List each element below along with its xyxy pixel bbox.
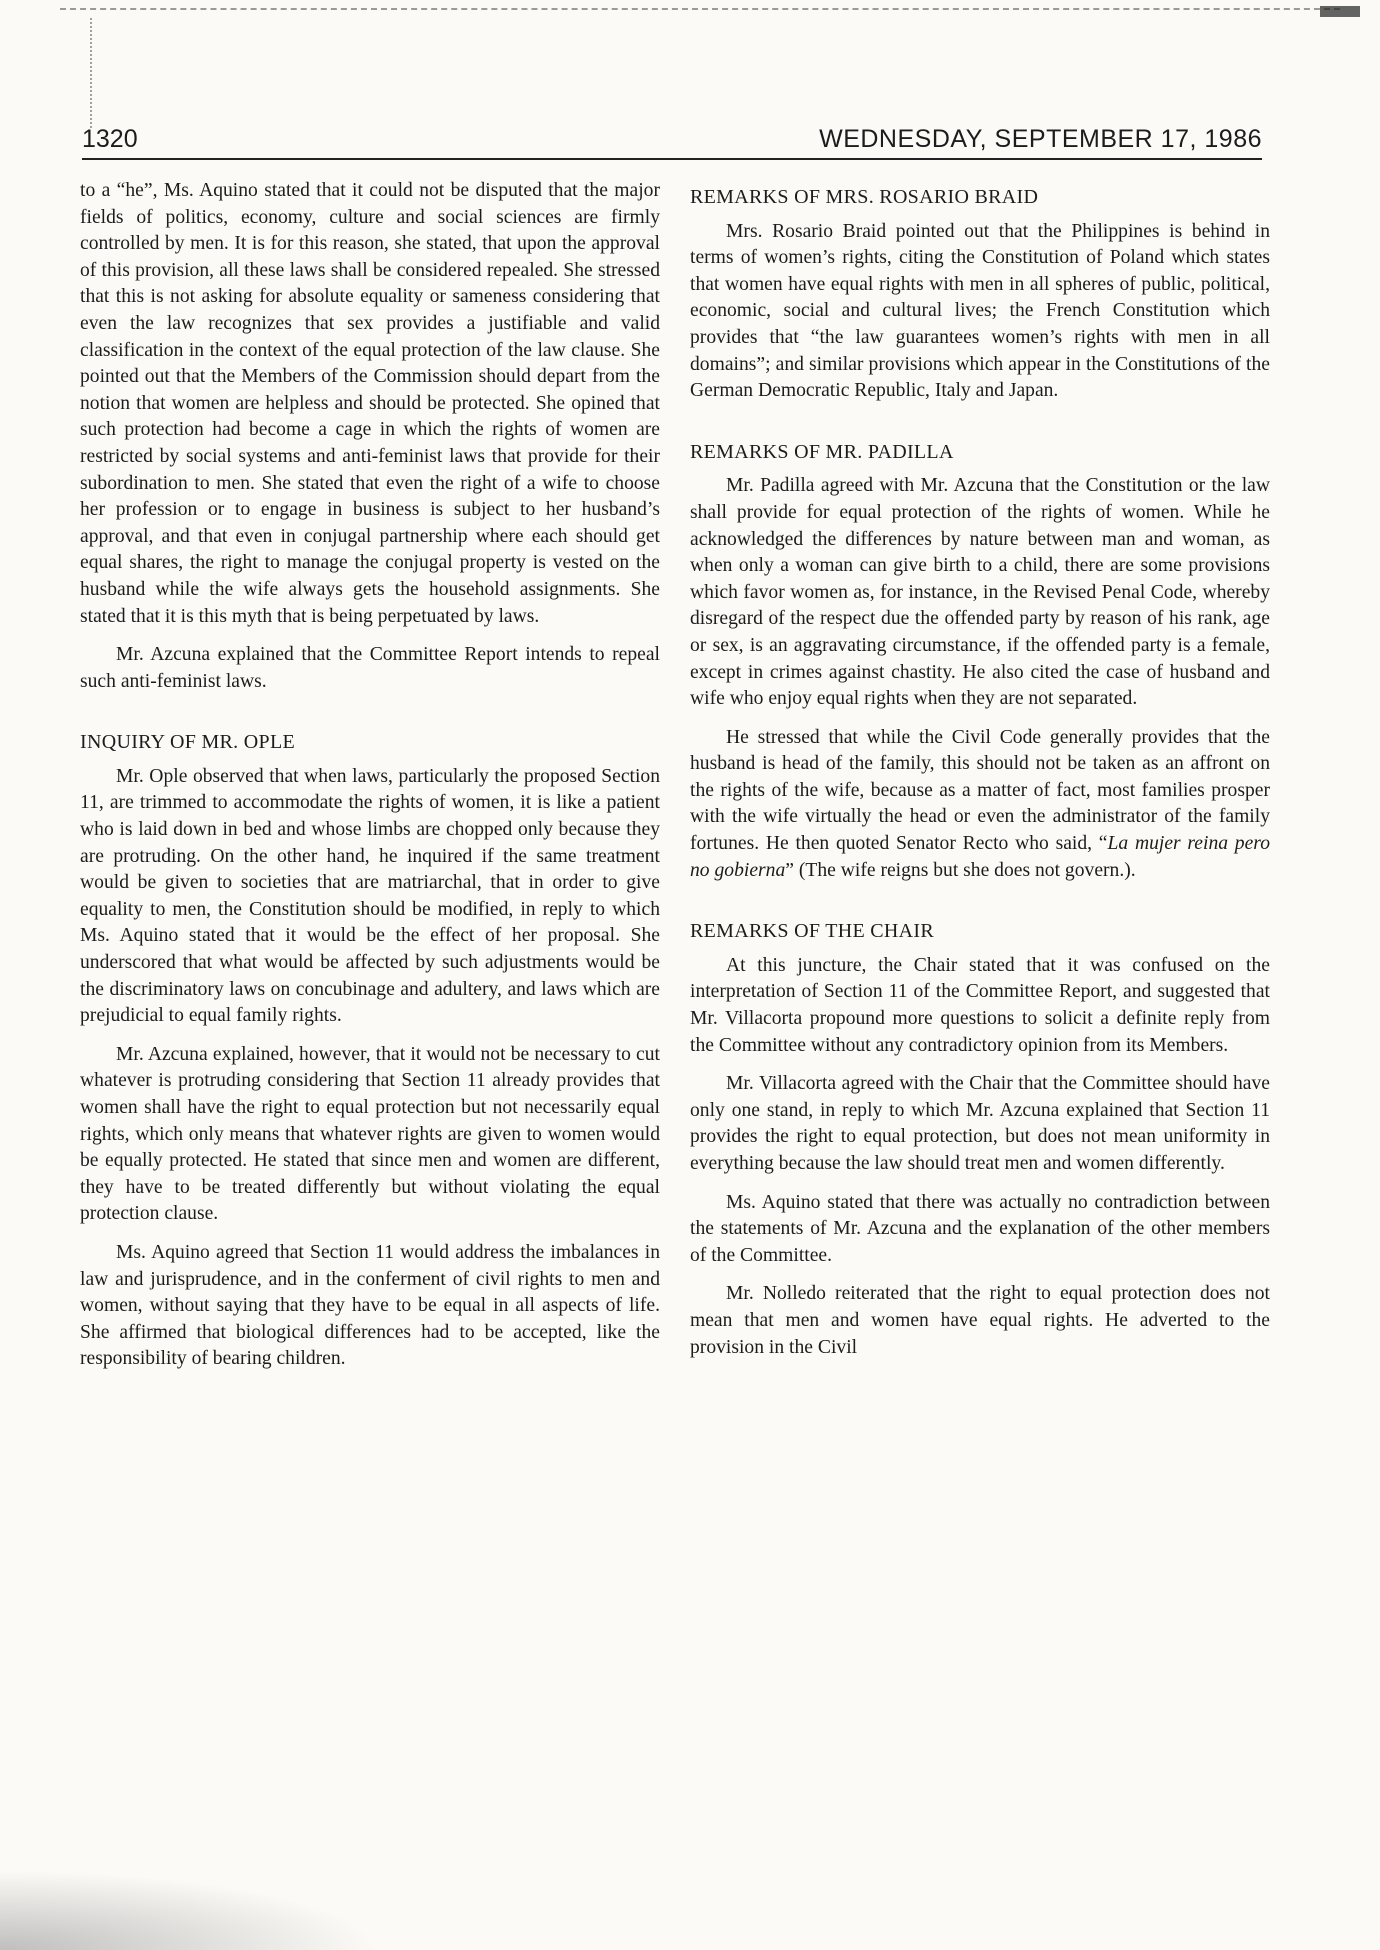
scan-top-rule [60,8,1340,10]
paragraph: Mr. Padilla agreed with Mr. Azcuna that the Constitution or the law shall provide for equal protection of the rights of women. While he acknowledged the differences by nature between man and woman, as when only a woman can give birth to a child, there are some provisions which favor women as, for instance, in the Revised Penal Code, whereby disregard of the respect due the offended party by reason of his rank, age or sex, is an aggravating circumstance, if the offended party is a female, except in crimes against chastity. He also cited the case of husband and wife who enjoy equal rights when they are not separated. [690,475,1270,710]
left-column [80,178,660,1385]
paragraph: Ms. Aquino agreed that Section 11 would address the imbalances in law and jurisprudence, and in the conferment of civil rights to men and women, without saying that they have to be equal in all aspects of life. She affirmed that biological differences had to be accepted, like the responsibility of bearing children. [80,1241,660,1370]
scan-noise [0,1870,380,1950]
paragraph: At this juncture, the Chair stated that it was confused on the interpretation of Section 11 of the Committee Report, and suggested that Mr. Villacorta propound more questions to solicit a definite reply from the Committee without any contradictory opinion from its Members. [690,954,1270,1056]
paragraph: Mrs. Rosario Braid pointed out that the Philippines is behind in terms of women’s rights, citing the Constitution of Poland which states that women have equal rights with men in all spheres of public, political, economic, social and cultural lives; the French Constitution which provides that “the law guarantees women’s rights with men in all domains”; and similar provisions which appear in the Constitutions of the German Democratic Republic, Italy and Japan. [690,220,1270,402]
scan-margin-dots [90,18,92,128]
section-heading: INQUIRY OF MR. OPLE [80,731,295,754]
paragraph-text: He stressed that while the Civil Code generally provides that the husband is head of the family, this should not be taken as an affront on the rights of the wife, because as a matter of fact, most families prosper with the wife virtually the head or even the administrator of the family fortunes. He then quoted Senator Recto who said, “ [690,726,1270,855]
paragraph: Mr. Azcuna explained, however, that it would not be necessary to cut whatever is protruding considering that Section 11 already provides that women shall have the right to equal protection but not necessarily equal rights, which only means that whatever rights are given to women would be equally protected. He stated that since men and women are different, they have to be treated differently but without violating the equal protection clause. [80,1043,660,1225]
page-header [82,122,1262,160]
page-number: 1320 [82,125,138,153]
paragraph: Ms. Aquino stated that there was actually no contradiction between the statements of Mr. Azcuna and the explanation of the other members of the Committee. [690,1191,1270,1266]
section-heading: REMARKS OF MR. PADILLA [690,440,954,463]
latin-quote: La mujer reina pero no gobierna [690,833,1270,881]
section-heading: REMARKS OF MRS. ROSARIO BRAID [690,186,1039,208]
paragraph: to a “he”, Ms. Aquino stated that it could not be disputed that the major fields of politics, economy, culture and social sciences are firmly controlled by men. It is for this reason, she stated, that upon the approval of this provision, all these laws shall be considered repealed. She stressed that this is not asking for absolute equality or sameness considering that even the law recognizes that sex provides a justifiable and valid classification in the context of the equal protection of the law clause. She pointed out that the Members of the Commission should depart from the notion that women are helpless and should be protected. She opined that such protection had become a cage in which the rights of women are restricted by social systems and anti-feminist laws that provide for their subordination to men. She stated that even the right of a wife to choose her profession or to engage in business is subject to her husband’s approval, and that even in conjugal partnership where each should get equal shares, the right to manage the conjugal property is vested on the husband while the wife always gets the household assignments. She stated that it is this myth that is being perpetuated by laws. [80,180,660,627]
paragraph: Mr. Ople observed that when laws, particularly the proposed Section 11, are trimmed to accommodate the rights of women, it is like a patient who is laid down in bed and whose limbs are chopped only because they are protruding. On the other hand, he inquired if the same treatment would be given to societies that are matriarchal, that in order to give equality to men, the Constitution should be modified, in reply to which Ms. Aquino stated that it would be the effect of her proposal. She underscored that what would be affected by such adjustments would be the discriminatory laws on concubinage and adultery, and laws which are prejudicial to equal family rights. [80,765,660,1027]
paragraph-text: ” (The wife reigns but she does not govern.). [785,859,1136,881]
paragraph: Mr. Azcuna explained that the Committee Report intends to repeal such anti-feminist laws. [80,644,660,692]
paragraph: Mr. Villacorta agreed with the Chair that the Committee should have only one stand, in reply to which Mr. Azcuna explained that Section 11 provides the right to equal protection, but does not mean uniformity in everything because the law should treat men and women differently. [690,1073,1270,1174]
right-column [690,178,1270,1373]
page-date: WEDNESDAY, SEPTEMBER 17, 1986 [819,125,1262,153]
paragraph [690,725,1270,885]
paragraph: Mr. Nolledo reiterated that the right to equal protection does not mean that men and women have equal rights. He adverted to the provision in the Civil [690,1283,1270,1358]
section-heading: REMARKS OF THE CHAIR [690,920,934,943]
scan-corner-mark [1320,6,1360,34]
